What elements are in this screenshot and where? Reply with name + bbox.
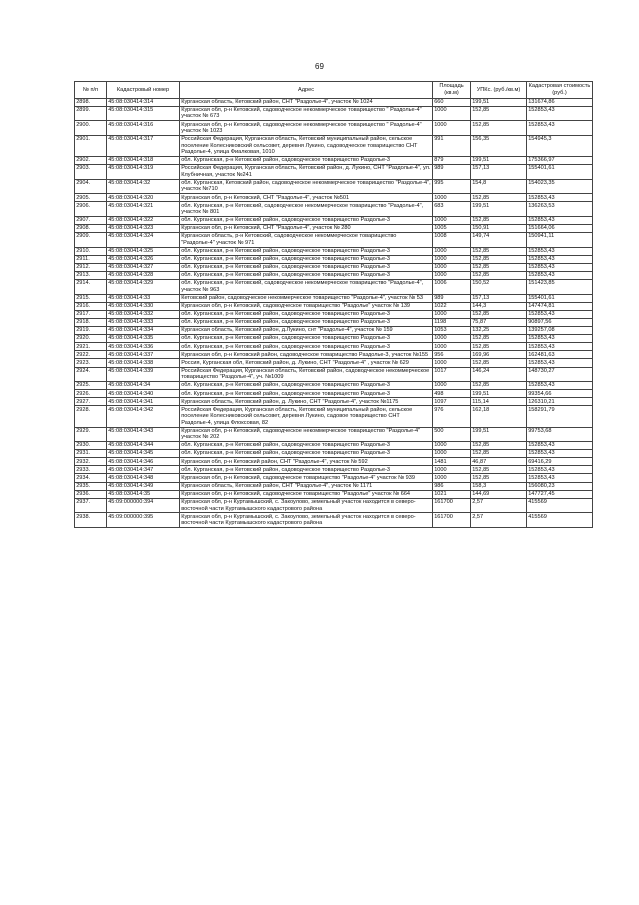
upks-cell: 152,85 <box>471 335 527 343</box>
address-cell: Курганская область, р-н Кетовский, садоводческое некоммерческое товарищество "Раздолье-4" участок № 971 <box>180 233 433 248</box>
upks-cell: 152,85 <box>471 359 527 367</box>
row-num-cell: 2903. <box>75 165 107 180</box>
table-row <box>75 327 593 335</box>
row-num-cell: 2935. <box>75 482 107 490</box>
address-cell: Российская Федерация, Курганская область, Кетовский район, садоводческое некоммерческое товарищество "Раздолье-4", уч. №1009 <box>180 367 433 382</box>
area-cell: 1022 <box>433 302 471 310</box>
row-num-cell: 2928. <box>75 406 107 427</box>
upks-cell: 150,91 <box>471 225 527 233</box>
upks-cell: 2,57 <box>471 498 527 513</box>
cadastral-number-cell: 45:08:030414:326 <box>107 255 180 263</box>
area-cell: 989 <box>433 294 471 302</box>
upks-cell: 157,13 <box>471 294 527 302</box>
address-cell: обл. Курганская, р-н Кетовский район, садоводческое товарищество Раздолье-3 <box>180 390 433 398</box>
cadastral-number-cell: 45:08:030414:325 <box>107 247 180 255</box>
cadastral-number-cell: 45:08:030414:330 <box>107 302 180 310</box>
row-num-cell: 2912. <box>75 263 107 271</box>
area-cell: 989 <box>433 165 471 180</box>
table-row <box>75 343 593 351</box>
cadastral-number-cell: 45:08:030414:339 <box>107 367 180 382</box>
upks-cell: 152,85 <box>471 474 527 482</box>
upks-cell: 162,18 <box>471 406 527 427</box>
area-cell: 1000 <box>433 247 471 255</box>
cadastral-number-cell: 45:08:030414:343 <box>107 427 180 442</box>
row-num-cell: 2909. <box>75 233 107 248</box>
cadastral-cost-cell: 148730,27 <box>527 367 593 382</box>
address-cell: обл. Курганская, р-н Кетовский район, садоводческое товарищество Раздолье-3 <box>180 343 433 351</box>
area-cell: 1000 <box>433 106 471 121</box>
cadastral-number-cell: 45:08:030414:348 <box>107 474 180 482</box>
header-upks: УПКс. (руб./кв.м) <box>471 82 527 99</box>
area-cell: 1008 <box>433 233 471 248</box>
address-cell: Российская Федерация, Курганская область, Кетовский муниципальный район, сельское поселение Колесниковский сельсовет, деревня Лукино, садоводческое товарищество СНТ Раздолье-4, улица Фиалковая, 1010 <box>180 135 433 156</box>
cadastral-cost-cell: 152853,43 <box>527 194 593 202</box>
upks-cell: 152,85 <box>471 216 527 224</box>
upks-cell: 199,51 <box>471 390 527 398</box>
table-row <box>75 194 593 202</box>
area-cell: 1053 <box>433 327 471 335</box>
row-num-cell: 2913. <box>75 272 107 280</box>
cadastral-number-cell: 45:08:030414:323 <box>107 225 180 233</box>
row-num-cell: 2922. <box>75 351 107 359</box>
address-cell: Курганская обл, р-н Кетовский район, СНТ "Раздолье-4", участок № 592 <box>180 458 433 466</box>
address-cell: обл. Курганская, р-н Кетовский район, садоводческое товарищество Раздолье-3 <box>180 310 433 318</box>
area-cell: 161700 <box>433 498 471 513</box>
cadastral-number-cell: 45:08:030414:33 <box>107 294 180 302</box>
cadastral-cost-cell: 152853,43 <box>527 272 593 280</box>
area-cell: 1000 <box>433 272 471 280</box>
cadastral-number-cell: 45:08:030414:321 <box>107 202 180 217</box>
table-row <box>75 202 593 217</box>
table-row <box>75 359 593 367</box>
area-cell: 1000 <box>433 450 471 458</box>
upks-cell: 152,85 <box>471 310 527 318</box>
cadastral-number-cell: 45:08:030414:342 <box>107 406 180 427</box>
address-cell: обл. Курганская, р-н Кетовский район, садоводческое товарищество Раздолье-3 <box>180 263 433 271</box>
upks-cell: 152,85 <box>471 450 527 458</box>
cadastral-table <box>74 81 593 528</box>
header-num: № п/п <box>75 82 107 99</box>
area-cell: 1017 <box>433 367 471 382</box>
row-num-cell: 2920. <box>75 335 107 343</box>
cadastral-number-cell: 45:08:030414:329 <box>107 280 180 295</box>
row-num-cell: 2906. <box>75 202 107 217</box>
cadastral-cost-cell: 155401,61 <box>527 294 593 302</box>
address-cell: Курганская область, Кетовский район, СНТ "Раздолье-4", участок № 1171 <box>180 482 433 490</box>
upks-cell: 132,25 <box>471 327 527 335</box>
area-cell: 1000 <box>433 359 471 367</box>
row-num-cell: 2908. <box>75 225 107 233</box>
address-cell: обл. Курганская, р-н Кетовский район, садоводческое товарищество Раздолье-3 <box>180 335 433 343</box>
area-cell: 1000 <box>433 194 471 202</box>
cadastral-cost-cell: 90897,56 <box>527 318 593 326</box>
table-row <box>75 406 593 427</box>
cadastral-number-cell: 45:08:030414:347 <box>107 466 180 474</box>
upks-cell: 152,85 <box>471 466 527 474</box>
upks-cell: 152,85 <box>471 255 527 263</box>
address-cell: обл. Курганская, Кетовский район, садоводческое некоммерческое товарищество "Раздолье-4", участок №710 <box>181 179 431 193</box>
cadastral-number-cell: 45:08:030414:340 <box>107 390 180 398</box>
cadastral-number-cell: 45:08:030414:344 <box>107 442 180 450</box>
row-num-cell: 2898. <box>75 98 107 106</box>
table-row <box>75 216 593 224</box>
cadastral-cost-cell: 152853,43 <box>527 335 593 343</box>
cadastral-number-cell: 45:08:030414:315 <box>107 106 180 121</box>
area-cell: 976 <box>433 406 471 427</box>
cadastral-number-cell: 45:08:030414:34 <box>107 382 180 390</box>
row-num-cell: 2927. <box>75 398 107 406</box>
cadastral-cost-cell: 152853,43 <box>527 359 593 367</box>
table-row <box>75 351 593 359</box>
cadastral-number-cell: 45:08:030414:32 <box>107 179 180 194</box>
page-number: 69 <box>315 62 324 71</box>
area-cell: 956 <box>433 351 471 359</box>
cadastral-number-cell: 45:08:030414:345 <box>107 450 180 458</box>
row-num-cell: 2907. <box>75 216 107 224</box>
table-row <box>75 442 593 450</box>
cadastral-number-cell: 45:08:030414:35 <box>107 490 180 498</box>
table-row <box>75 382 593 390</box>
upks-cell: 152,85 <box>471 247 527 255</box>
address-cell: обл. Курганская, р-н Кетовский район, садоводческое товарищество Раздолье-3 <box>180 156 433 164</box>
row-num-cell: 2905. <box>75 194 107 202</box>
upks-cell: 169,96 <box>471 351 527 359</box>
cadastral-cost-cell: 126310,21 <box>527 398 593 406</box>
table-row <box>75 390 593 398</box>
upks-cell: 157,13 <box>471 165 527 180</box>
area-cell: 1000 <box>433 466 471 474</box>
row-num-cell: 2918. <box>75 318 107 326</box>
row-num-cell: 2926. <box>75 390 107 398</box>
area-cell: 500 <box>433 427 471 442</box>
cadastral-number-cell: 45:08:030414:341 <box>107 398 180 406</box>
cadastral-number-cell: 45:08:030414:333 <box>107 318 180 326</box>
upks-cell: 199,51 <box>471 202 527 217</box>
address-cell: обл. Курганская, р-н Кетовский район, садоводческое товарищество Раздолье-3 <box>180 272 433 280</box>
area-cell: 986 <box>433 482 471 490</box>
area-cell: 1000 <box>433 442 471 450</box>
row-num-cell: 2934. <box>75 474 107 482</box>
cadastral-cost-cell: 139257,08 <box>527 327 593 335</box>
row-num-cell: 2911. <box>75 255 107 263</box>
cadastral-cost-cell: 152853,43 <box>527 442 593 450</box>
address-cell: обл. Курганская, р-н Кетовский район, садоводческое товарищество Раздолье-3 <box>180 216 433 224</box>
cadastral-cost-cell: 152853,43 <box>527 247 593 255</box>
header-cadastral-number: Кадастровый номер <box>107 82 180 99</box>
area-cell: 660 <box>433 98 471 106</box>
row-num-cell: 2931. <box>75 450 107 458</box>
area-cell: 1481 <box>433 458 471 466</box>
table-header-row <box>75 82 593 99</box>
table-row <box>75 367 593 382</box>
area-cell: 995 <box>433 179 471 194</box>
table-row <box>75 280 593 295</box>
cadastral-number-cell: 45:08:030414:335 <box>107 335 180 343</box>
cadastral-number-cell: 45:08:030414:318 <box>107 156 180 164</box>
address-cell: Кетовский район, садоводческое некоммерческое товарищество "Раздолье-4", участок № 53 <box>180 294 433 302</box>
address-cell: Курганская обл, р-н Кетовский, СНТ "Раздолье-4", участок № 280 <box>180 225 433 233</box>
table-row <box>75 255 593 263</box>
table-row <box>75 490 593 498</box>
cadastral-number-cell: 45:08:030414:337 <box>107 351 180 359</box>
cadastral-cost-cell: 152853,43 <box>527 450 593 458</box>
cadastral-cost-cell: 155401,61 <box>527 165 593 180</box>
address-cell: Курганская обл, р-н Куртамышский, с. Закоулово, земельный участок находится в северо-восточной части Куртамышского кадастрового района <box>180 513 433 528</box>
cadastral-cost-cell: 156080,23 <box>527 482 593 490</box>
upks-cell: 75,87 <box>471 318 527 326</box>
upks-cell: 199,51 <box>471 427 527 442</box>
cadastral-cost-cell: 152853,43 <box>527 382 593 390</box>
header-area: Площадь (кв.м) <box>433 82 471 99</box>
upks-cell: 199,51 <box>471 98 527 106</box>
area-cell: 1000 <box>433 382 471 390</box>
cadastral-number-cell: 45:08:030414:314 <box>107 98 180 106</box>
row-num-cell: 2921. <box>75 343 107 351</box>
header-address: Адрес <box>180 82 433 99</box>
upks-cell: 144,3 <box>471 302 527 310</box>
cadastral-number-cell: 45:08:030414:336 <box>107 343 180 351</box>
area-cell: 161700 <box>433 513 471 528</box>
cadastral-number-cell: 45:08:030414:319 <box>107 165 180 180</box>
address-cell: Курганская обл, р-н Кетовский район, садоводческое товарищество Раздолье-3, участок №155 <box>180 351 433 359</box>
cadastral-cost-cell: 162481,63 <box>527 351 593 359</box>
cadastral-cost-cell: 415569 <box>527 513 593 528</box>
row-num-cell: 2917. <box>75 310 107 318</box>
cadastral-cost-cell: 147727,45 <box>527 490 593 498</box>
upks-cell: 152,85 <box>471 263 527 271</box>
upks-cell: 154,8 <box>471 179 527 194</box>
cadastral-cost-cell: 175366,97 <box>527 156 593 164</box>
table-row <box>75 165 593 180</box>
row-num-cell: 2936. <box>75 490 107 498</box>
table-row <box>75 498 593 513</box>
upks-cell: 156,35 <box>471 135 527 156</box>
row-num-cell: 2929. <box>75 427 107 442</box>
row-num-cell: 2932. <box>75 458 107 466</box>
area-cell: 1000 <box>433 255 471 263</box>
address-cell: Курганская обл, р-н Кетовский, СНТ "Раздолье-4", участок №501 <box>180 194 433 202</box>
area-cell: 1021 <box>433 490 471 498</box>
table-row <box>75 450 593 458</box>
address-cell: Курганская обл, р-н Куртамышский, с. Закоулово, земельный участок находится в северо-восточной части Куртамышского кадастрового района <box>180 498 433 513</box>
area-cell: 1097 <box>433 398 471 406</box>
upks-cell: 158,3 <box>471 482 527 490</box>
area-cell: 683 <box>433 202 471 217</box>
area-cell: 1000 <box>433 343 471 351</box>
cadastral-cost-cell: 158291,79 <box>527 406 593 427</box>
table-row <box>75 458 593 466</box>
address-cell: Курганская обл, р-н Кетовский, садоводческое некоммерческое товарищество "Раздолье-4" участок № 202 <box>180 427 433 442</box>
upks-cell: 144,69 <box>471 490 527 498</box>
cadastral-number-cell: 45:08:030414:334 <box>107 327 180 335</box>
cadastral-cost-cell: 152853,43 <box>527 121 593 136</box>
cadastral-number-cell: 45:08:030414:332 <box>107 310 180 318</box>
cadastral-cost-cell: 99354,66 <box>527 390 593 398</box>
address-cell: обл. Курганская, р-н Кетовский, садоводческое некоммерческое товарищество "Раздолье-4", участок № 963 <box>180 280 433 295</box>
area-cell: 1006 <box>433 280 471 295</box>
upks-cell: 150,52 <box>471 280 527 295</box>
area-cell: 1000 <box>433 121 471 136</box>
area-cell: 1005 <box>433 225 471 233</box>
table-row <box>75 121 593 136</box>
row-num-cell: 2900. <box>75 121 107 136</box>
upks-cell: 149,74 <box>471 233 527 248</box>
area-cell: 498 <box>433 390 471 398</box>
table-row <box>75 233 593 248</box>
upks-cell: 152,85 <box>471 194 527 202</box>
upks-cell: 152,85 <box>471 106 527 121</box>
cadastral-cost-cell: 152853,43 <box>527 474 593 482</box>
cadastral-cost-cell: 154023,35 <box>527 179 593 194</box>
table-row <box>75 466 593 474</box>
area-cell: 1000 <box>433 474 471 482</box>
table-row <box>75 294 593 302</box>
cadastral-cost-cell: 136263,53 <box>527 202 593 217</box>
table-row <box>75 335 593 343</box>
table-row <box>75 272 593 280</box>
row-num-cell: 2933. <box>75 466 107 474</box>
cadastral-cost-cell: 151423,85 <box>527 280 593 295</box>
area-cell: 1000 <box>433 310 471 318</box>
row-num-cell: 2924. <box>75 367 107 382</box>
row-num-cell: 2916. <box>75 302 107 310</box>
row-num-cell: 2937. <box>75 498 107 513</box>
table-row <box>75 225 593 233</box>
address-cell: Российская Федерация, Курганская область, Кетовский муниципальный район, сельское поселение Колесниковский сельсовет, деревня Лукино, садовое товарищество СНТ Раздолье-4, улица Флоксовая, 82 <box>180 406 433 427</box>
row-num-cell: 2901. <box>75 135 107 156</box>
address-cell: обл. Курганская, р-н Кетовский район, садоводческое товарищество Раздолье-3 <box>180 255 433 263</box>
table-row <box>75 98 593 106</box>
address-cell: Российская Федерация, Курганская область, Кетовский район, д. Лукино, СНТ "Раздолье-4", ул. Клубничная, участок №241 <box>180 165 433 180</box>
row-num-cell: 2930. <box>75 442 107 450</box>
table-row <box>75 106 593 121</box>
cadastral-number-cell: 45:08:030414:317 <box>107 135 180 156</box>
cadastral-number-cell: 45:09:000000:395 <box>107 513 180 528</box>
address-cell: Курганская обл, р-н Кетовский, садоводческое товарищество "Раздолье" участок № 139 <box>180 302 433 310</box>
cadastral-cost-cell: 154945,3 <box>527 135 593 156</box>
address-cell: Россия, Курганская обл, Кетовский район, д. Лукино, СНТ "Раздолье-4" , участок № 629 <box>180 359 433 367</box>
cadastral-number-cell: 45:08:030414:320 <box>107 194 180 202</box>
cadastral-number-cell: 45:08:030414:328 <box>107 272 180 280</box>
address-cell: Курганская обл, р-н Кетовский, садоводческое некоммерческое товарищество " Раздолье-4" участок № 673 <box>180 106 433 121</box>
table-row <box>75 513 593 528</box>
address-cell: Курганская область, Кетовский район, СНТ "Раздолье-4", участок № 1024 <box>180 98 433 106</box>
cadastral-cost-cell: 150941,11 <box>527 233 593 248</box>
cadastral-cost-cell: 131674,86 <box>527 98 593 106</box>
row-num-cell: 2923. <box>75 359 107 367</box>
address-cell: обл. Курганская, р-н Кетовский район, садоводческое товарищество Раздолье-3 <box>180 466 433 474</box>
upks-cell: 115,14 <box>471 398 527 406</box>
address-cell: Курганская область, Кетовский район, д.Лукино, снт "Раздолье-4", участок № 159 <box>180 327 433 335</box>
row-num-cell: 2899. <box>75 106 107 121</box>
address-cell: обл. Курганская, р-н Кетовский район, садоводческое товарищество Раздолье-3 <box>180 450 433 458</box>
cadastral-cost-cell: 152853,43 <box>527 343 593 351</box>
area-cell: 1000 <box>433 216 471 224</box>
upks-cell: 2,57 <box>471 513 527 528</box>
table-row <box>75 247 593 255</box>
cadastral-number-cell: 45:08:030414:322 <box>107 216 180 224</box>
address-cell: обл. Курганская, р-н Кетовский, садоводческое некоммерческое товарищество "Раздолье-4", участок № 801 <box>180 202 433 217</box>
table-row <box>75 135 593 156</box>
cadastral-cost-cell: 151664,06 <box>527 225 593 233</box>
cadastral-number-cell: 45:08:030414:316 <box>107 121 180 136</box>
upks-cell: 146,24 <box>471 367 527 382</box>
cadastral-cost-cell: 152853,43 <box>527 466 593 474</box>
cadastral-number-cell: 45:08:030414:324 <box>107 233 180 248</box>
row-num-cell: 2904. <box>75 179 107 194</box>
upks-cell: 199,51 <box>471 156 527 164</box>
cadastral-cost-cell: 152853,43 <box>527 216 593 224</box>
address-cell: обл. Курганская, р-н Кетовский район, садоводческое товарищество Раздолье-3 <box>180 442 433 450</box>
row-num-cell: 2902. <box>75 156 107 164</box>
cadastral-cost-cell: 152853,43 <box>527 106 593 121</box>
upks-cell: 152,85 <box>471 343 527 351</box>
cadastral-cost-cell: 152853,43 <box>527 310 593 318</box>
address-cell: Курганская обл, р-н Кетовский, садоводческое некоммерческое товарищество " Раздолье-4" участок № 1023 <box>180 121 433 136</box>
upks-cell: 152,85 <box>471 442 527 450</box>
row-num-cell: 2938. <box>75 513 107 528</box>
address-cell: Курганская обл, р-н Кетовский, садоводческое товарищество "Раздолье" участок № 664 <box>180 490 433 498</box>
cadastral-cost-cell: 99753,68 <box>527 427 593 442</box>
row-num-cell: 2915. <box>75 294 107 302</box>
row-num-cell: 2910. <box>75 247 107 255</box>
cadastral-cost-cell: 415569 <box>527 498 593 513</box>
table-row <box>75 474 593 482</box>
area-cell: 879 <box>433 156 471 164</box>
address-cell: обл. Курганская, р-н Кетовский район, садоводческое товарищество Раздолье-3 <box>180 318 433 326</box>
row-num-cell: 2919. <box>75 327 107 335</box>
table-row <box>75 318 593 326</box>
cadastral-number-cell: 45:08:030414:338 <box>107 359 180 367</box>
cadastral-cost-cell: 147474,81 <box>527 302 593 310</box>
upks-cell: 46,87 <box>471 458 527 466</box>
address-cell: Курганская область, Кетовский район, д. Лукино, СНТ "Раздолье-4", участок №1175 <box>180 398 433 406</box>
address-cell: обл. Курганская, р-н Кетовский район, садоводческое товарищество Раздолье-3 <box>180 247 433 255</box>
cadastral-cost-cell: 152853,43 <box>527 255 593 263</box>
cadastral-number-cell: 45:08:030414:349 <box>107 482 180 490</box>
area-cell: 1000 <box>433 263 471 271</box>
table-row <box>75 302 593 310</box>
header-cadastral-cost: Кадастровая стоимость (руб.) <box>527 82 593 99</box>
row-num-cell: 2925. <box>75 382 107 390</box>
cadastral-number-cell: 45:09:000000:394 <box>107 498 180 513</box>
upks-cell: 152,85 <box>471 121 527 136</box>
address-cell: Курганская обл, р-н Кетовский, садоводческое товарищество "Раздолье-4" участок № 939 <box>180 474 433 482</box>
table-row <box>75 398 593 406</box>
table-row <box>75 427 593 442</box>
row-num-cell: 2914. <box>75 280 107 295</box>
table-row <box>75 156 593 164</box>
area-cell: 1000 <box>433 335 471 343</box>
table-row <box>75 263 593 271</box>
area-cell: 1198 <box>433 318 471 326</box>
area-cell: 991 <box>433 135 471 156</box>
address-cell: обл. Курганская, р-н Кетовский район, садоводческое товарищество Раздолье-3 <box>180 382 433 390</box>
upks-cell: 152,85 <box>471 382 527 390</box>
upks-cell: 152,85 <box>471 272 527 280</box>
cadastral-cost-cell: 152853,43 <box>527 263 593 271</box>
table-row <box>75 310 593 318</box>
cadastral-cost-cell: 69416,29 <box>527 458 593 466</box>
table-row <box>75 179 593 194</box>
cadastral-number-cell: 45:08:030414:327 <box>107 263 180 271</box>
cadastral-number-cell: 45:08:030414:346 <box>107 458 180 466</box>
table-row <box>75 482 593 490</box>
